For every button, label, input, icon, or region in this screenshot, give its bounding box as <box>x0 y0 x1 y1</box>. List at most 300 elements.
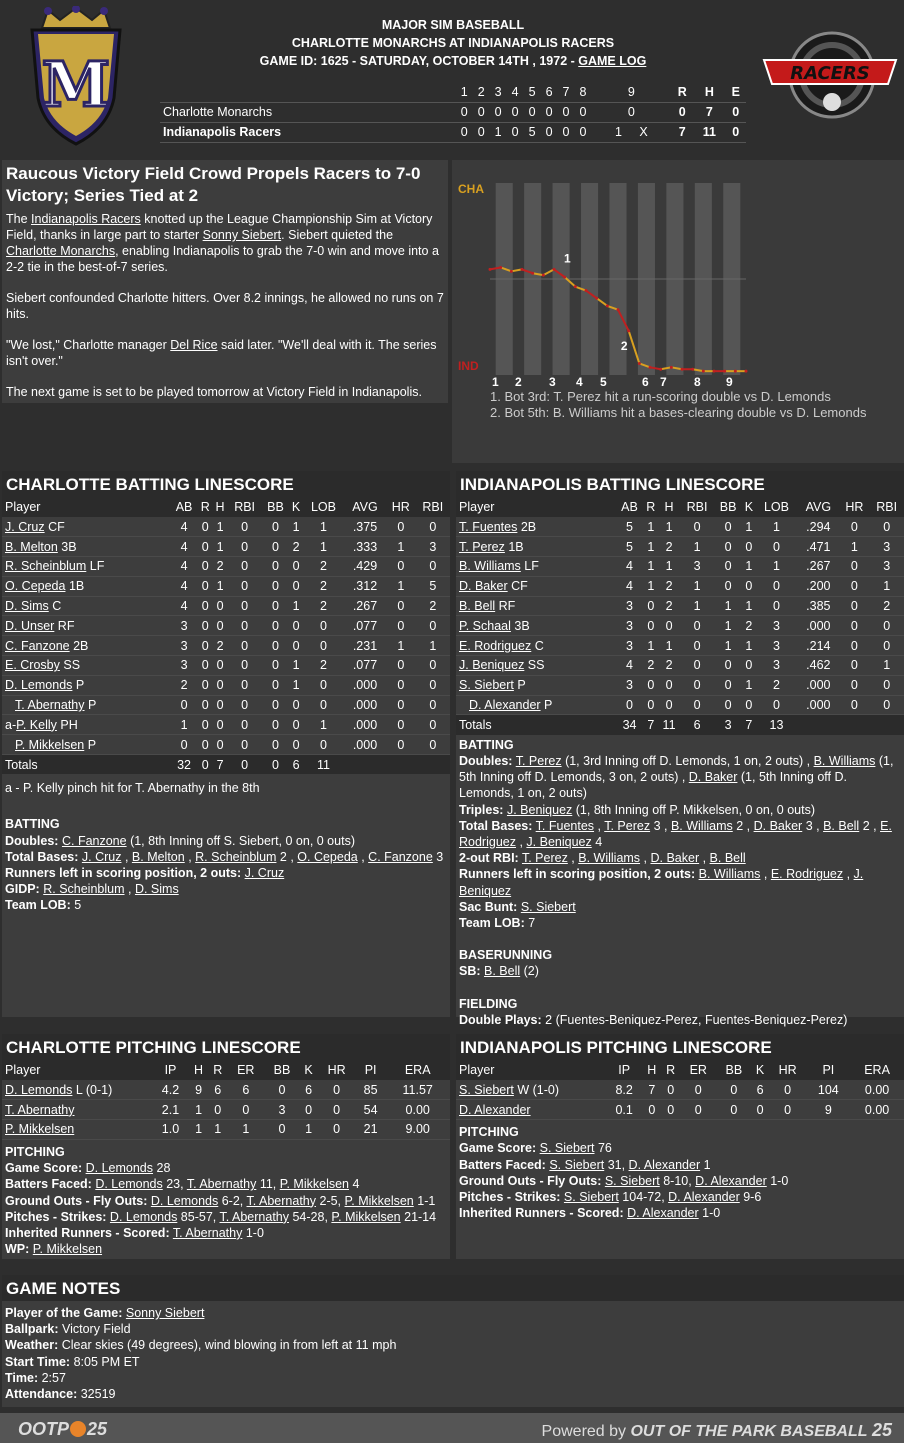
player-link[interactable]: D. Lemonds <box>5 678 73 693</box>
note-line: Attendance: 32519 <box>5 1387 116 1402</box>
stat-cell: 54 <box>356 1100 386 1120</box>
player-link[interactable]: B. Melton <box>5 539 58 554</box>
player-link[interactable]: Charlotte Monarchs <box>6 244 116 258</box>
stat-cell: 1 <box>869 656 904 676</box>
table-row <box>2 537 450 557</box>
data-point <box>553 268 556 271</box>
story-paragraph: "We lost," Charlotte manager Del Rice said later. "We'll deal with it. The series isn't over." <box>6 338 437 368</box>
stat-cell: 3 <box>756 616 797 636</box>
player-link[interactable]: T. Abernathy <box>186 1177 257 1192</box>
player-link[interactable]: P. Mikkelsen <box>15 737 85 752</box>
stat-cell: 0 <box>213 616 228 636</box>
ball-icon <box>70 1421 86 1437</box>
player-link[interactable]: S. Siebert <box>549 1157 605 1172</box>
stat-cell: 0 <box>680 1080 716 1100</box>
column-header: Player <box>2 497 170 517</box>
player-link[interactable]: P. Mikkelsen <box>331 1209 401 1224</box>
column-header: RBI <box>869 497 904 517</box>
player-link[interactable]: B. Williams <box>813 753 876 768</box>
stat-cell: 2 <box>213 636 228 656</box>
stat-cell: 1 <box>742 636 756 656</box>
player-link[interactable]: D. Baker <box>688 770 738 785</box>
player-cell: P. Mikkelsen P <box>2 735 170 755</box>
bottom-team-label: IND <box>458 359 479 373</box>
stat-cell: 6 <box>208 1080 227 1100</box>
player-cell: E. Crosby SS <box>2 656 170 676</box>
player-link[interactable]: T. Abernathy <box>172 1225 243 1240</box>
note-line: Start Time: 8:05 PM ET <box>5 1354 140 1369</box>
column-header: K <box>300 1060 318 1080</box>
stat-cell: .462 <box>797 656 839 676</box>
player-link[interactable]: Sonny Siebert <box>202 228 282 242</box>
player-cell: O. Cepeda 1B <box>2 576 170 596</box>
stat-cell: 4 <box>616 656 644 676</box>
stat-cell: 0 <box>839 656 869 676</box>
player-link[interactable]: D. Alexander <box>459 1102 531 1117</box>
table-header <box>456 1060 904 1080</box>
player-link[interactable]: T. Fuentes <box>535 818 595 833</box>
note-label: Runners left in scoring position, 2 outs: <box>459 867 696 882</box>
player-link[interactable]: T. Abernathy <box>5 1102 75 1117</box>
linescore-cell: 0 <box>528 105 536 119</box>
player-link[interactable]: T. Perez <box>521 851 568 866</box>
note-label: SB: <box>459 964 481 979</box>
notes-heading: PITCHING <box>5 1144 65 1159</box>
stat-cell: .000 <box>344 695 386 715</box>
stat-cell: 0 <box>227 537 261 557</box>
column-header: LOB <box>756 497 797 517</box>
stat-cell: 1 <box>658 636 680 656</box>
stat-cell: 0.00 <box>850 1080 904 1100</box>
column-header: AB <box>170 497 197 517</box>
column-header: H <box>189 1060 208 1080</box>
player-link[interactable]: B. Williams <box>670 818 733 833</box>
note-label: Batters Faced: <box>459 1157 546 1172</box>
stat-cell: 0 <box>213 596 228 616</box>
game-notes-section <box>2 1275 904 1407</box>
player-cell: T. Perez 1B <box>456 537 616 557</box>
player-link[interactable]: D. Alexander <box>469 698 541 713</box>
player-link[interactable]: T. Perez <box>459 539 505 554</box>
player-link[interactable]: C. Fanzone <box>61 833 127 848</box>
column-header: IP <box>606 1060 642 1080</box>
stat-cell: 1 <box>742 557 756 577</box>
player-cell <box>2 1100 152 1120</box>
player-link[interactable]: Indianapolis Racers <box>31 212 141 226</box>
column-header: HR <box>839 497 869 517</box>
stat-cell: 2 <box>756 675 797 695</box>
stat-cell: 0 <box>839 576 869 596</box>
player-link[interactable]: B. Bell <box>459 599 496 614</box>
player-link[interactable]: D. Sims <box>134 882 179 897</box>
player-cell: D. Lemonds L (0-1) <box>2 1080 152 1100</box>
player-link[interactable]: D. Unser <box>5 618 55 633</box>
linescore-cell: 7 <box>705 105 713 119</box>
player-link[interactable]: B. Melton <box>131 849 185 864</box>
player-link[interactable]: B. Bell <box>484 964 521 979</box>
stat-cell: 0 <box>198 557 213 577</box>
player-link[interactable]: J. Beniquez <box>506 802 573 817</box>
stat-cell: 0 <box>869 616 904 636</box>
player-cell: D. Sims C <box>2 596 170 616</box>
note-label: Pitches - Strikes: <box>5 1209 107 1224</box>
player-link[interactable]: T. Perez <box>604 818 651 833</box>
player-link[interactable]: D. Lemonds <box>109 1209 178 1224</box>
stat-cell: 4 <box>170 557 197 577</box>
stat-cell: 0 <box>262 755 289 775</box>
notes-heading: PITCHING <box>459 1125 519 1140</box>
player-link[interactable]: P. Mikkelsen <box>5 1122 75 1137</box>
table-row <box>456 596 904 616</box>
player-link[interactable]: C. Fanzone <box>5 638 70 653</box>
stat-cell: 0 <box>714 656 742 676</box>
series-segment <box>543 269 554 275</box>
stat-cell: 0 <box>386 557 416 577</box>
ootp-logo[interactable]: OOTP 25 <box>18 1419 108 1439</box>
column-header: AVG <box>344 497 386 517</box>
stat-cell: 0 <box>386 675 416 695</box>
stat-cell: 13 <box>756 715 797 735</box>
player-cell <box>2 1120 152 1140</box>
event-marker: 1 <box>563 251 571 266</box>
note-line: Pitches - Strikes: S. Siebert 104-72, D. Alexander 9-6 <box>459 1189 762 1204</box>
stat-cell: 0 <box>716 1080 751 1100</box>
player-link[interactable]: R. Scheinblum <box>195 849 277 864</box>
stat-cell: 1 <box>208 1120 227 1140</box>
note-line <box>5 1305 901 1321</box>
player-link[interactable]: T. Fuentes <box>459 519 518 534</box>
story-paragraph: The Indianapolis Racers knotted up the League Championship Sim at Victory Field, thanks in large part to starter Sonny Siebert. Siebert quieted the Charlotte Monarchs, enabling Indianapolis to grab the 7-0 win and move into a 2-2 tie in the best-of-7 series. <box>6 212 439 274</box>
stat-cell: 0 <box>213 715 228 735</box>
inning-header: H <box>704 84 714 99</box>
player-link[interactable]: T. Abernathy <box>219 1209 289 1224</box>
player-link[interactable]: R. Scheinblum <box>5 559 87 574</box>
player-link[interactable]: D. Lemonds <box>150 1193 219 1208</box>
data-point <box>691 368 694 371</box>
stat-cell: 1 <box>213 517 228 537</box>
player-cell: P. Schaal 3B <box>456 616 616 636</box>
player-link[interactable]: D. Alexander <box>628 1157 701 1172</box>
player-link[interactable]: D. Baker <box>650 851 700 866</box>
stat-cell: 0 <box>869 675 904 695</box>
player-link[interactable]: O. Cepeda <box>5 579 66 594</box>
stat-cell: 0 <box>213 695 228 715</box>
stat-cell: .077 <box>344 616 386 636</box>
stat-cell: 0 <box>289 576 303 596</box>
racers-logo <box>760 30 900 120</box>
game-title: MAJOR SIM BASEBALL CHARLOTTE MONARCHS AT INDIANAPOLIS RACERS GAME ID: 1625 - SATURDAY, OCTOBER 14TH , 1972 - GAME LOG <box>259 18 647 68</box>
player-link[interactable]: B. Bell <box>709 851 746 866</box>
stat-cell <box>344 755 386 775</box>
spacer <box>459 980 901 996</box>
data-point <box>521 268 524 271</box>
note-line: Triples: J. Beniquez (1, 8th Inning off P. Mikkelsen, 0 on, 0 outs) <box>459 802 816 817</box>
player-link[interactable]: D. Baker <box>753 818 803 833</box>
player-link[interactable]: E. Rodriguez <box>459 638 532 653</box>
spacer <box>459 931 901 947</box>
stat-cell: 0 <box>869 636 904 656</box>
player-link[interactable]: J. Beniquez <box>459 867 864 898</box>
note-label: Triples: <box>459 802 504 817</box>
stat-cell: 0 <box>386 656 416 676</box>
stat-cell: 0 <box>198 636 213 656</box>
x-tick-label: 3 <box>549 375 556 389</box>
stat-cell: 3 <box>680 557 715 577</box>
stat-cell: 0 <box>227 557 261 577</box>
player-link[interactable]: B. Williams <box>459 559 521 574</box>
stat-cell: 0 <box>416 735 450 755</box>
data-point <box>489 268 492 271</box>
note-line: SB: B. Bell (2) <box>459 964 539 979</box>
player-link[interactable]: D. Lemonds <box>95 1177 163 1192</box>
x-tick-label: 9 <box>726 375 733 389</box>
stat-cell: .000 <box>797 616 839 636</box>
player-link[interactable]: D. Sims <box>5 599 49 614</box>
player-link[interactable]: P. Schaal <box>459 618 511 633</box>
stat-cell: 3 <box>416 537 450 557</box>
stat-cell: 104 <box>807 1080 851 1100</box>
stat-cell: 85 <box>356 1080 386 1100</box>
stat-cell <box>386 755 416 775</box>
stat-cell: 0 <box>303 675 344 695</box>
player-link[interactable]: J. Cruz <box>81 849 122 864</box>
stat-cell: 1 <box>756 517 797 537</box>
column-header: ERA <box>385 1060 450 1080</box>
player-link[interactable]: Del Rice <box>170 338 218 352</box>
stat-cell: 1 <box>289 675 303 695</box>
column-header: AVG <box>797 497 839 517</box>
stat-cell: 0 <box>213 675 228 695</box>
indianapolis-batting-table <box>456 497 904 735</box>
player-link[interactable]: J. Beniquez <box>526 834 592 849</box>
player-link[interactable]: S. Siebert <box>459 678 514 693</box>
note-line: Total Bases: T. Fuentes , T. Perez 3 , B. Williams 2 , D. Baker 3 , B. Bell 2 , E. Rodriguez , J. Beniquez 4 <box>459 818 892 849</box>
stat-cell: 0 <box>227 616 261 636</box>
data-point <box>542 274 545 277</box>
x-tick-label: 4 <box>576 375 583 389</box>
stat-cell: 0 <box>680 616 715 636</box>
data-point <box>510 270 513 273</box>
player-link[interactable]: D. Lemonds <box>85 1161 154 1176</box>
stat-cell: 1 <box>386 537 416 557</box>
inning-header: 6 <box>545 84 553 99</box>
player-link[interactable]: D. Alexander <box>695 1173 767 1188</box>
stat-cell: 2 <box>303 656 344 676</box>
player-link[interactable]: S. Siebert <box>520 899 576 914</box>
linescore-cell: 0 <box>732 105 740 119</box>
column-header: Player <box>456 497 616 517</box>
player-link[interactable]: C. Fanzone <box>368 849 433 864</box>
player-link[interactable]: D. Alexander <box>668 1189 740 1204</box>
stat-cell: 1 <box>742 675 756 695</box>
stat-cell: 1 <box>303 517 344 537</box>
stat-cell: 0 <box>643 596 658 616</box>
player-link[interactable]: T. Abernathy <box>246 1193 317 1208</box>
note-label: Weather: <box>5 1338 59 1353</box>
player-link[interactable]: J. Cruz <box>5 519 45 534</box>
player-cell: J. Cruz CF <box>2 517 170 537</box>
linescore-cell: 1 <box>494 125 502 139</box>
stat-cell: 1 <box>714 636 742 656</box>
linescore-cell: 0 <box>579 125 587 139</box>
player-link[interactable]: Sonny Siebert <box>125 1306 205 1320</box>
notes-heading: BATTING <box>5 817 60 832</box>
column-header: R <box>661 1060 680 1080</box>
stat-cell: 0 <box>198 675 213 695</box>
stat-cell: 0 <box>839 675 869 695</box>
stat-cell: 2 <box>170 675 197 695</box>
inning-header: 8 <box>579 84 587 99</box>
player-link[interactable]: J. Beniquez <box>459 658 525 673</box>
column-header: H <box>658 497 680 517</box>
player-link[interactable]: T. Perez <box>515 753 562 768</box>
table-row <box>456 1080 904 1100</box>
player-link[interactable]: B. Williams <box>698 867 761 882</box>
player-link[interactable]: R. Scheinblum <box>43 882 125 897</box>
stat-cell: 0 <box>170 695 197 715</box>
player-link[interactable]: D. Baker <box>459 579 508 594</box>
note-label: Game Score: <box>459 1141 537 1156</box>
stat-cell: 0 <box>742 656 756 676</box>
player-link[interactable]: P. Mikkelsen <box>32 1242 103 1257</box>
note-line: Game Score: S. Siebert 76 <box>459 1141 612 1156</box>
linescore-cell: 0 <box>477 105 485 119</box>
data-point <box>670 366 673 369</box>
player-link[interactable]: T. Abernathy <box>15 698 85 713</box>
story-paragraph: The next game is set to be played tomorrow at Victory Field in Indianapolis. <box>6 385 422 399</box>
stat-cell: 0 <box>839 517 869 537</box>
inning-header: E <box>731 84 740 99</box>
player-cell: R. Scheinblum LF <box>2 557 170 577</box>
table-row <box>2 715 450 735</box>
linescore-cell: 1 X <box>615 125 648 139</box>
stat-cell: 5 <box>416 576 450 596</box>
stat-cell: 0 <box>170 735 197 755</box>
column-header: K <box>751 1060 768 1080</box>
player-cell: E. Rodriguez C <box>456 636 616 656</box>
stat-cell: 0 <box>198 695 213 715</box>
player-link[interactable]: E. Crosby <box>5 658 60 673</box>
stat-cell: 1 <box>289 656 303 676</box>
stat-cell: 0 <box>303 735 344 755</box>
column-header: Player <box>456 1060 606 1080</box>
stat-cell: 3 <box>170 656 197 676</box>
data-point <box>745 370 748 373</box>
stat-cell: 0 <box>198 735 213 755</box>
player-link[interactable]: P. Mikkelsen <box>344 1193 414 1208</box>
note-line: GIDP: R. Scheinblum , D. Sims <box>5 882 179 897</box>
player-cell <box>456 1100 606 1120</box>
player-link[interactable]: O. Cepeda <box>297 849 358 864</box>
linescore-cell: 0 <box>511 125 519 139</box>
stat-cell: 6 <box>289 755 303 775</box>
stat-cell: 0 <box>300 1100 318 1120</box>
stat-cell: 0 <box>680 656 715 676</box>
stat-cell: 2 <box>658 596 680 616</box>
column-header: BB <box>714 497 742 517</box>
player-link[interactable]: B. Williams <box>578 851 641 866</box>
win-probability-chart <box>452 160 904 430</box>
stat-cell: 0 <box>289 695 303 715</box>
stat-cell: 0 <box>742 537 756 557</box>
inning-header: 2 <box>477 84 485 99</box>
stat-cell: 3 <box>756 636 797 656</box>
data-point <box>606 304 609 307</box>
player-link[interactable]: S. Siebert <box>539 1141 595 1156</box>
player-link[interactable]: E. Rodriguez <box>459 818 892 849</box>
linescore-cell: 0 <box>477 125 485 139</box>
player-cell: C. Fanzone 2B <box>2 636 170 656</box>
stat-cell: 0 <box>303 636 344 656</box>
column-header: H <box>213 497 228 517</box>
stat-cell <box>839 715 869 735</box>
stat-cell <box>797 715 839 735</box>
stat-cell: 11 <box>658 715 680 735</box>
linescore-cell: 0 <box>460 125 468 139</box>
stat-cell: 0 <box>661 1080 680 1100</box>
stat-cell: 0 <box>264 1080 299 1100</box>
stat-cell: 7 <box>742 715 756 735</box>
stat-cell: 0 <box>386 517 416 537</box>
stat-cell: 1 <box>680 537 715 557</box>
player-link[interactable]: E. Rodriguez <box>770 867 844 882</box>
player-link[interactable]: S. Siebert <box>604 1173 660 1188</box>
header <box>0 0 904 155</box>
stat-cell: 1 <box>386 576 416 596</box>
stat-cell: 0 <box>616 695 644 715</box>
player-link[interactable]: S. Siebert <box>459 1082 514 1097</box>
stat-cell: 4 <box>170 537 197 557</box>
data-point <box>563 276 566 279</box>
stat-cell: 1 <box>300 1120 318 1140</box>
game-story <box>2 160 448 403</box>
stat-cell: 0 <box>227 755 261 775</box>
note-label: Time: <box>5 1370 39 1385</box>
stat-cell: 0 <box>213 735 228 755</box>
player-link[interactable]: D. Lemonds <box>5 1082 73 1097</box>
player-link[interactable]: J. Cruz <box>244 865 285 880</box>
column-header: R <box>208 1060 227 1080</box>
note-line: Batters Faced: S. Siebert 31, D. Alexander 1 <box>459 1157 711 1172</box>
note-label: Attendance: <box>5 1387 78 1402</box>
note-line: Team LOB: 5 <box>5 898 82 913</box>
player-link[interactable]: B. Bell <box>823 818 860 833</box>
stat-cell: 0 <box>714 517 742 537</box>
column-header: HR <box>317 1060 355 1080</box>
game-log-link[interactable]: GAME LOG <box>578 54 647 68</box>
stat-cell: 1 <box>289 596 303 616</box>
svg-text:M: M <box>41 48 111 121</box>
stat-cell: 0 <box>714 675 742 695</box>
note-line: Double Plays: 2 (Fuentes-Beniquez-Perez, Fuentes-Beniquez-Perez) <box>459 1012 848 1027</box>
stat-cell: 1 <box>303 537 344 557</box>
event-marker: 2 <box>620 339 628 354</box>
stat-cell: 0 <box>680 517 715 537</box>
linescore-cell: 5 <box>528 125 536 139</box>
stat-cell: 4 <box>170 576 197 596</box>
stat-cell: 3 <box>170 636 197 656</box>
linescore-cell: 0 <box>732 125 740 139</box>
note-label: Team LOB: <box>5 898 71 913</box>
section-title: GAME NOTES <box>2 1275 904 1301</box>
player-link[interactable]: S. Siebert <box>563 1189 619 1204</box>
player-link[interactable]: P. Kelly <box>16 717 57 732</box>
note-label: Sac Bunt: <box>459 899 518 914</box>
player-cell: B. Melton 3B <box>2 537 170 557</box>
player-link[interactable]: D. Alexander <box>627 1206 699 1221</box>
player-link[interactable]: P. Mikkelsen <box>279 1177 349 1192</box>
stat-cell: 0 <box>317 1080 355 1100</box>
